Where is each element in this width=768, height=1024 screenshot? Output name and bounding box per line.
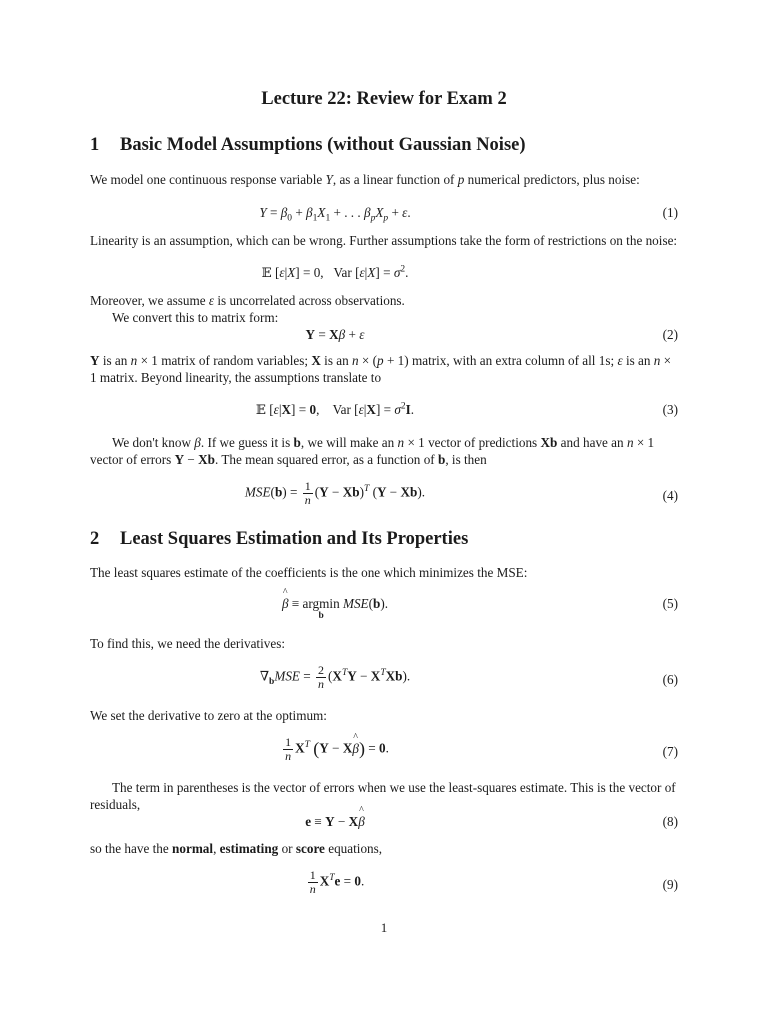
equation-number-8: (8) bbox=[662, 814, 678, 829]
paragraph-model: We model one continuous response variable Y, as a linear function of p numerical predictors, plus noise: bbox=[90, 172, 640, 187]
term-score: score bbox=[295, 841, 325, 856]
lecture-title: Lecture 22: Review for Exam 2 bbox=[261, 89, 507, 109]
term-estimating: estimating bbox=[219, 841, 279, 856]
equation-3: 𝔼 [ε|X] = 0, Var $[\varepsilon|X] = \sigma^2I$. bbox=[255, 401, 415, 417]
equation-number-9: (9) bbox=[662, 877, 678, 892]
section-1-heading bbox=[90, 135, 526, 156]
section-1-title: Basic Model Assumptions (without Gaussian Noise) bbox=[120, 135, 526, 155]
section-2-heading bbox=[90, 529, 468, 550]
equation-number-6: (6) bbox=[662, 672, 678, 687]
equation-number-7: (7) bbox=[662, 744, 678, 759]
paragraph-mse-intro: We don't know β. If we guess it is b, we will make an n × 1 vector of predictions Xb and have an n × 1 vector of errors Y − Xb. The mean squared error, as a function of b, is then bbox=[90, 435, 655, 467]
paragraph-linearity: Linearity is an assumption, which can be wrong. Further assumptions take the form of restrictions on the noise: bbox=[90, 233, 678, 248]
equation-7: $\frac{1}{n}$ $X^T$ (Y − X^ β) = 0. bbox=[90, 736, 580, 763]
equation-1: $Y = \beta_0 + \beta_1X_1$ + . . . $\beta_pX_p + \varepsilon$. bbox=[259, 205, 411, 224]
paragraph-matrix-form: We convert this to matrix form: bbox=[112, 310, 279, 325]
paragraph-least-squares: The least squares estimate of the coefficients is the one which minimizes the MSE: bbox=[90, 565, 528, 580]
equation-noise-restrictions: 𝔼 [ε|X] = 0, Var $[\varepsilon|X] = \sigma^2$. bbox=[261, 264, 409, 280]
paragraph-optimum: We set the derivative to zero at the optimum: bbox=[90, 708, 327, 723]
equation-number-2: (2) bbox=[662, 327, 678, 342]
term-normal: normal bbox=[172, 841, 214, 856]
equation-4: MSE(b) = $\frac{1}{n}$ $(Y - Xb)^T$ (Y − Xb). bbox=[244, 479, 426, 507]
equation-number-1: (1) bbox=[662, 205, 678, 220]
page-number: 1 bbox=[380, 920, 388, 935]
equation-8: e ≡ Y − X^ β bbox=[90, 814, 580, 830]
equation-9: $\frac{1}{n}$ $X^Te = 0$. bbox=[309, 868, 365, 896]
section-2-number: 2 bbox=[90, 529, 100, 549]
equation-number-5: (5) bbox=[662, 596, 678, 611]
equation-2: Y = Xβ + ε bbox=[305, 327, 365, 342]
paragraph-uncorrelated: Moreover, we assume ε is uncorrelated across observations. bbox=[90, 293, 405, 308]
equation-6: $\nabla_bMSE$ = $\frac{2}{n}$ $(X^TY - X^TXb)$. bbox=[259, 663, 411, 691]
paragraph-dimensions: Y is an n × 1 matrix of random variables; X is an n × (p + 1) matrix, with an extra column of all 1s; ε is an n × 1 matrix. Beyond linearity, the assumptions translate to bbox=[90, 353, 672, 385]
paragraph-normal-equations: so the have the normal, estimating or score equations, bbox=[90, 841, 383, 856]
paragraph-derivatives: To find this, we need the derivatives: bbox=[90, 636, 286, 651]
equation-number-4: (4) bbox=[662, 488, 678, 503]
section-1-number: 1 bbox=[90, 135, 100, 155]
section-2-title: Least Squares Estimation and Its Properties bbox=[120, 529, 469, 549]
paragraph-residuals: The term in parentheses is the vector of errors when we use the least-squares estimate. This is the vector of residuals, bbox=[90, 780, 676, 812]
equation-5: ^ β ≡ argmin b MSE(b). bbox=[90, 596, 580, 621]
equation-number-3: (3) bbox=[662, 402, 678, 417]
